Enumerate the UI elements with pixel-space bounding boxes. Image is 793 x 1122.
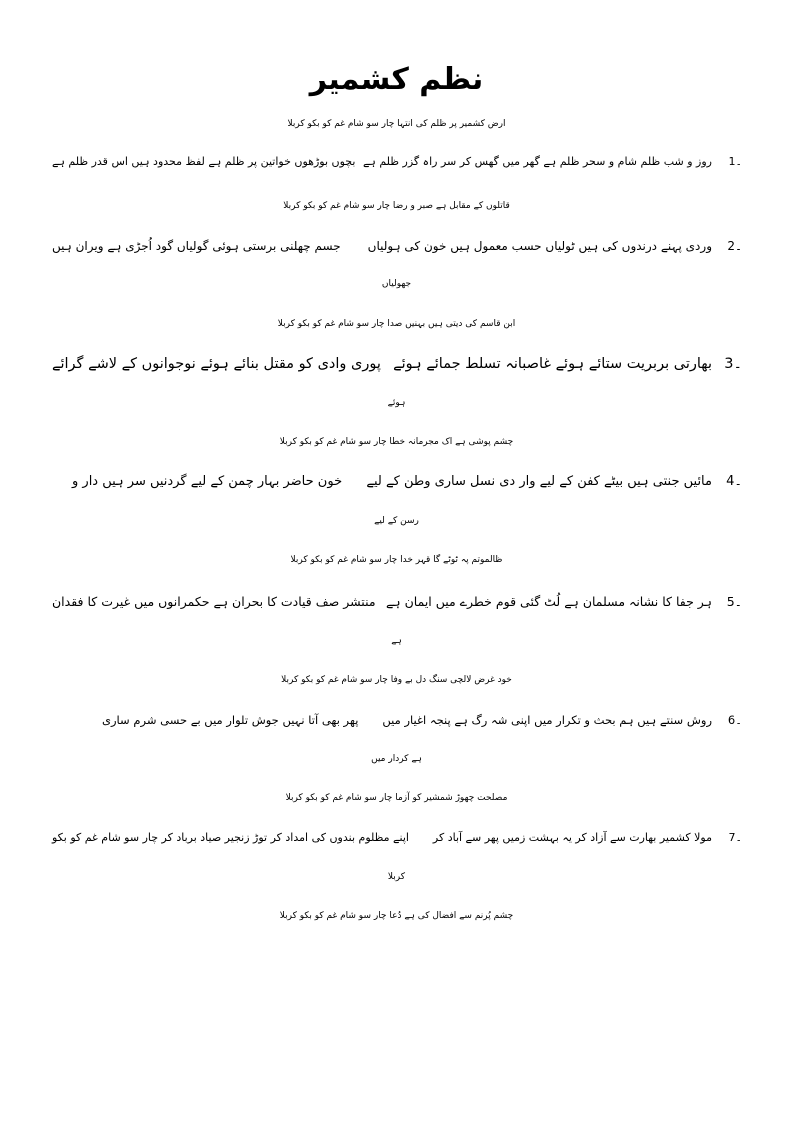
stanza-3-part-a: بھارتی بربریت ستائے ہوئے غاصبانہ تسلط جمائے ہوئے (393, 356, 712, 372)
stanza-2-line (52, 234, 742, 258)
stanza-4-line (52, 470, 742, 494)
stanza-4-number: 4۔ (726, 474, 742, 489)
stanza-7-part-b: اپنے مظلوم بندوں کی امداد کر توڑ زنجیر صیاد برباد کر چار سو شام غم کو بکو (52, 831, 409, 844)
stanza-3-part-b: پوری وادی کو مقتل بنائے ہوئے نوجوانوں کے لاشے گرائے (52, 356, 381, 372)
stanza-6-line (52, 708, 742, 732)
stanza-6-wrap: ہے کردار میں (371, 754, 422, 764)
stanza-5-part-b: منتشر صف قیادت کا بحران ہے حکمرانوں میں غیرت کا فقدان (52, 594, 376, 609)
stanza-4-refrain: ظالموتم پہ ٹوٹے گا قہر خدا چار سو شام غم کو بکو کربلا (290, 555, 503, 565)
stanza-2-wrap: جھولیاں (381, 279, 412, 289)
stanza-4-part-b: خون حاضر بہار چمن کے لیے گردنیں سر ہیں دار و (72, 474, 343, 489)
stanza-6-part-a: روش سنتے ہیں ہم بحث و تکرار میں اپنی شہ رگ ہے پنجہ اغیار میں (382, 713, 712, 727)
stanza-6-number: 6۔ (727, 713, 742, 727)
stanza-7-wrap: کربلا (387, 872, 406, 882)
stanza-3-line (52, 352, 742, 376)
stanza-2-number: 2۔ (727, 239, 742, 253)
stanza-7-part-a: مولا کشمیر بھارت سے آزاد کر یہ بہشت زمیں پھر سے آباد کر (432, 831, 712, 844)
poem-title: نظم کشمیر (309, 62, 484, 97)
stanza-5-number: 5۔ (726, 594, 742, 609)
stanza-3-refrain: چشم پوشی ہے اک مجرمانہ خطا چار سو شام غم کو بکو کربلا (279, 437, 514, 447)
stanza-3-number: 3۔ (724, 356, 742, 372)
stanza-6-refrain: مصلحت چھوڑ شمشیر کو آزما چار سو شام غم کو بکو کربلا (285, 793, 508, 803)
stanza-2-part-b: جسم چھلنی برستی ہوئی گولیاں گود اُجڑی ہے ویران ہیں (52, 239, 341, 253)
stanza-1-line (52, 150, 742, 174)
stanza-4-part-a: مائیں جنتی ہیں بیٹے کفن کے لیے وار دی نسل ساری وطن کے لیے (366, 474, 712, 489)
stanza-1-refrain: قاتلوں کے مقابل ہے صبر و رضا چار سو شام غم کو بکو کربلا (283, 201, 510, 211)
stanza-7-refrain: چشم پُرنم سے افضال کی ہے دُعا چار سو شام غم کو بکو کربلا (279, 911, 514, 921)
poem-intro: ارض کشمیر پر ظلم کی انتہا چار سو شام غم کو بکو کربلا (287, 119, 506, 129)
stanza-1-number: 1۔ (728, 155, 742, 168)
stanza-5-refrain: خود غرض لالچی سنگ دل بے وفا چار سو شام غم کو بکو کربلا (281, 675, 512, 685)
stanza-3-wrap: ہوئے (387, 398, 406, 408)
stanza-5-line (52, 590, 742, 614)
stanza-5-part-a: ہر جفا کا نشانہ مسلمان ہے لُٹ گئی قوم خطرے میں ایمان ہے (385, 594, 712, 609)
stanza-1-part-b: بچوں بوڑھوں خواتین پر ظلم ہے لفظ محدود ہیں اس قدر ظلم ہے (52, 155, 356, 168)
stanza-7-number: 7۔ (728, 831, 742, 844)
stanza-5-wrap: ہے (391, 636, 402, 646)
stanza-2-part-a: وردی پہنے درندوں کی ہیں ٹولیاں حسب معمول ہیں خون کی ہولیاں (367, 239, 712, 253)
stanza-4-wrap: رسن کے لیے (374, 516, 419, 526)
stanza-6-part-b: پھر بھی آتا نہیں جوش تلوار میں بے حسی شرم ساری (102, 713, 359, 727)
stanza-7-line (52, 826, 742, 850)
stanza-1-part-a: روز و شب ظلم شام و سحر ظلم ہے گھر میں گھس کر سر راہ گزر ظلم ہے (362, 155, 712, 168)
stanza-2-refrain: ابن قاسم کی دیتی ہیں بہنیں صدا چار سو شام غم کو بکو کربلا (277, 319, 516, 329)
